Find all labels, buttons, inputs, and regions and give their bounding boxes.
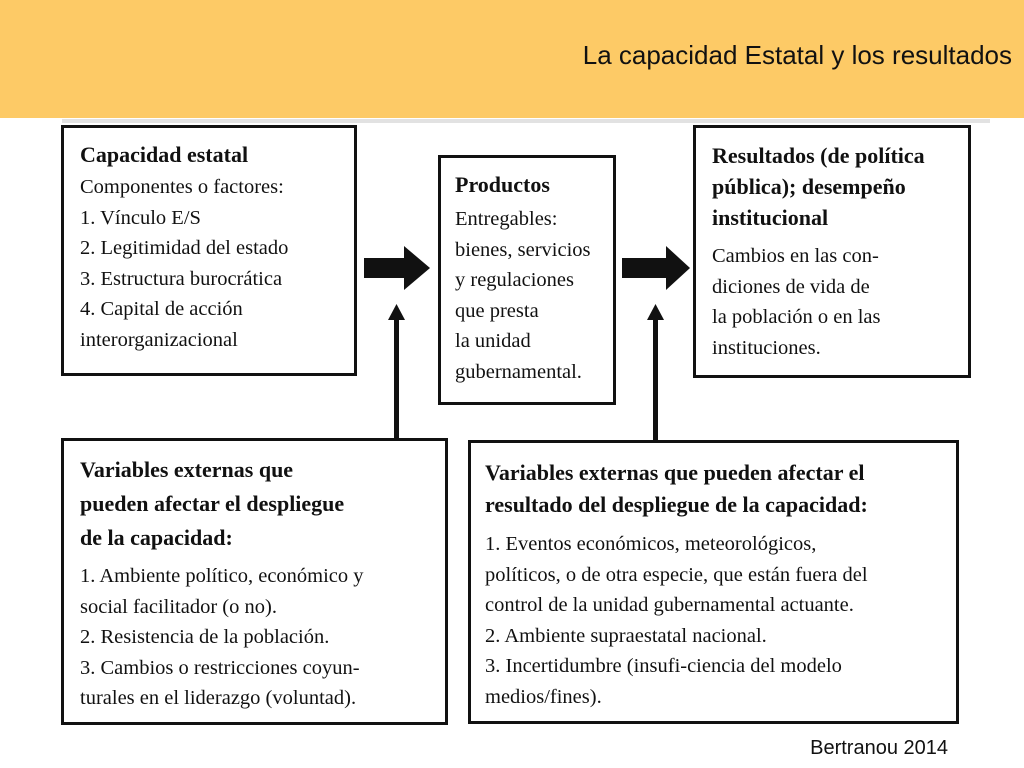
body-line: control de la unidad gubernamental actuante. bbox=[485, 594, 854, 616]
heading-line: resultado del despliegue de la capacidad: bbox=[485, 492, 868, 517]
body-line: la población o en las bbox=[712, 306, 881, 328]
body-line: que presta bbox=[455, 299, 539, 322]
body-line: bienes, servicios bbox=[455, 238, 591, 261]
body-line: turales en el liderazgo (voluntad). bbox=[80, 687, 357, 709]
body-line: 2. Ambiente supraestatal nacional. bbox=[485, 624, 767, 647]
body-line: 3. Incertidumbre (insufi-ciencia del modelo bbox=[485, 655, 842, 677]
body-line: diciones de vida de bbox=[712, 275, 870, 298]
body-line: interorganizacional bbox=[80, 328, 238, 351]
body-line: y regulaciones bbox=[455, 269, 574, 291]
body-line: medios/fines). bbox=[485, 685, 602, 708]
heading-line: Capacidad estatal bbox=[80, 142, 249, 167]
body-line: social facilitador (o no). bbox=[80, 595, 277, 618]
body-line: Entregables: bbox=[455, 208, 558, 230]
body-line: Componentes o factores: bbox=[80, 176, 284, 198]
body-line: Cambios en las con- bbox=[712, 245, 879, 267]
heading-line: pueden afectar el despliegue bbox=[80, 491, 345, 516]
body-line: 2. Resistencia de la población. bbox=[80, 626, 330, 648]
heading-line: institucional bbox=[712, 205, 829, 230]
body-line: 1. Ambiente político, económico y bbox=[80, 565, 364, 587]
citation: Bertranou 2014 bbox=[810, 737, 948, 759]
arrow-externas-to-resultados-link bbox=[647, 304, 664, 441]
body-line: 3. Estructura burocrática bbox=[80, 267, 283, 290]
arrow-productos-to-resultados bbox=[622, 246, 690, 290]
slide-title: La capacidad Estatal y los resultados bbox=[582, 40, 1012, 70]
body-line: 3. Cambios o restricciones coyun- bbox=[80, 656, 360, 679]
arrow-capacidad-to-productos bbox=[364, 246, 430, 290]
arrow-externas-to-capacidad-link bbox=[388, 304, 405, 439]
body-line: 1. Vínculo E/S bbox=[80, 206, 201, 229]
heading-line: Variables externas que pueden afectar el bbox=[485, 460, 865, 485]
heading-line: Variables externas que bbox=[80, 457, 294, 482]
body-line: la unidad bbox=[455, 330, 531, 352]
heading-line: de la capacidad: bbox=[80, 525, 233, 550]
heading-line: Resultados (de política bbox=[712, 143, 925, 168]
body-line: 4. Capital de acción bbox=[80, 298, 243, 320]
heading-line: Productos bbox=[455, 172, 550, 197]
body-line: políticos, o de otra especie, que están fuera del bbox=[485, 563, 868, 586]
body-line: 2. Legitimidad del estado bbox=[80, 237, 289, 259]
body-line: instituciones. bbox=[712, 336, 821, 359]
heading-line: pública); desempeño bbox=[712, 174, 906, 199]
body-line: gubernamental. bbox=[455, 360, 582, 383]
body-line: 1. Eventos económicos, meteorológicos, bbox=[485, 533, 817, 555]
